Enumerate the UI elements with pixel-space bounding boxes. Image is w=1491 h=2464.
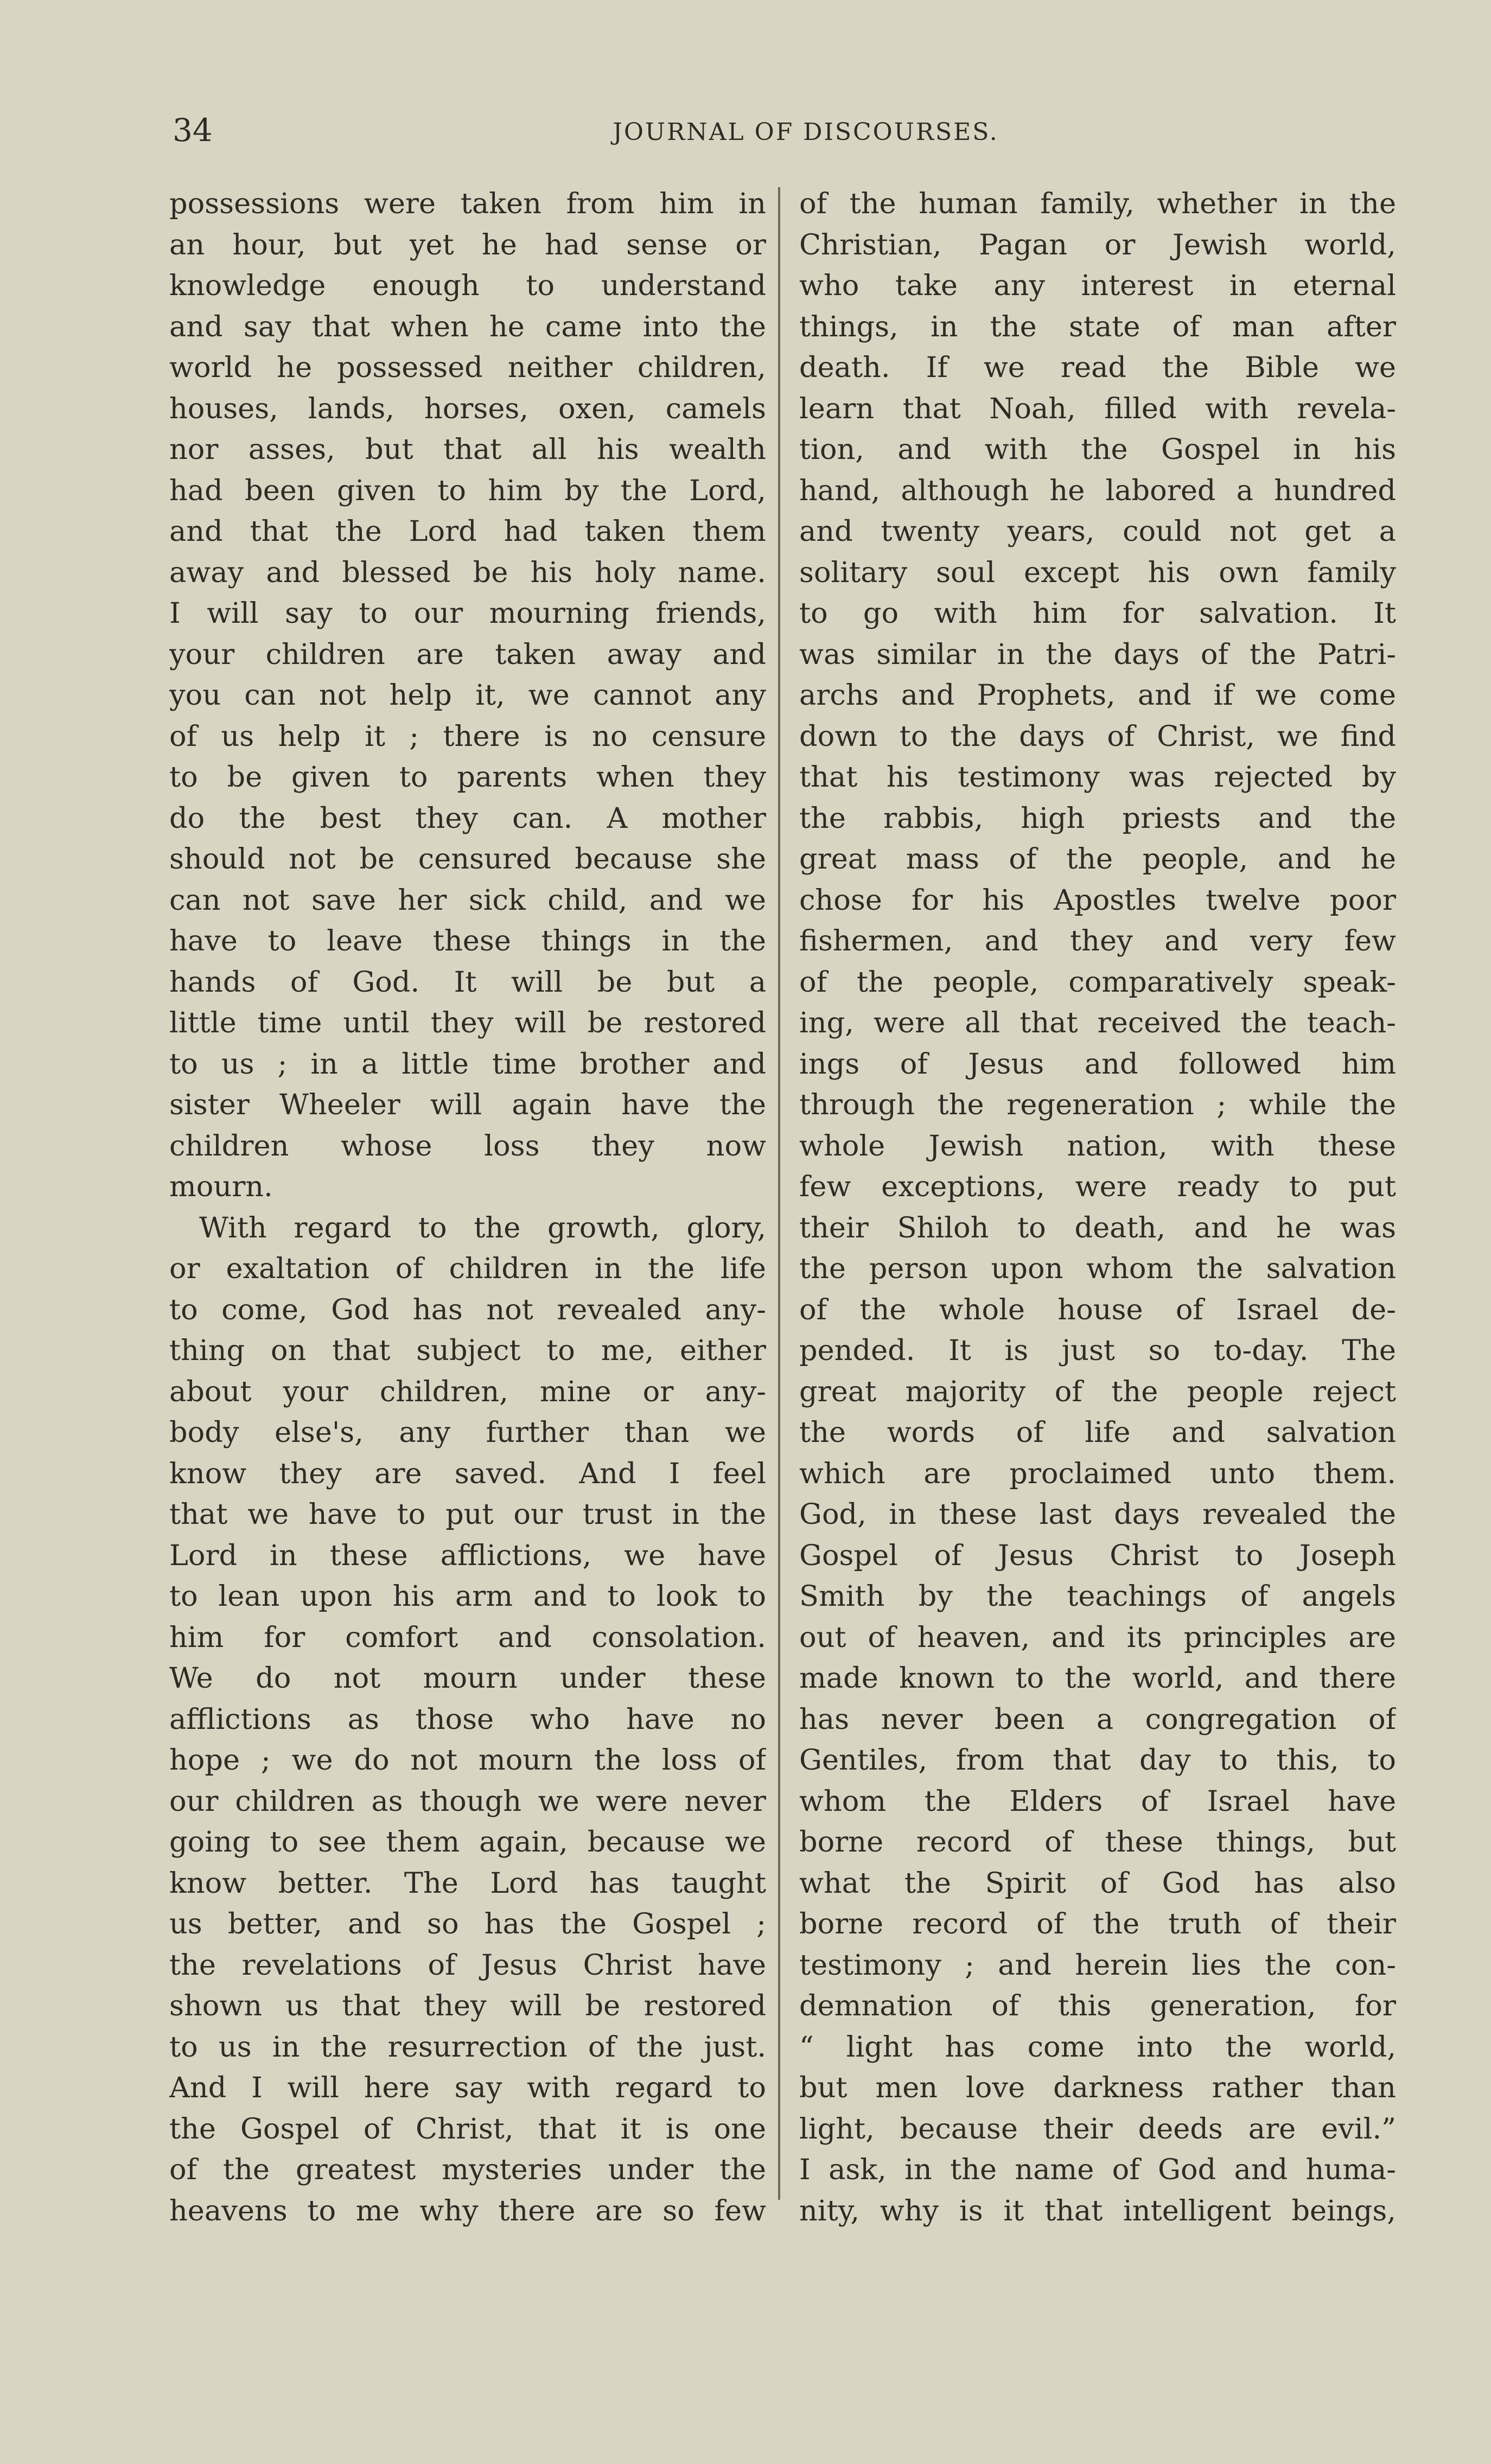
text-line: hands of God. It will be but a bbox=[169, 965, 766, 999]
text-line: our children as though we were never bbox=[169, 1784, 766, 1818]
text-line: Gospel of Jesus Christ to Joseph bbox=[799, 1539, 1396, 1572]
text-line: ing, were all that received the teach- bbox=[799, 1006, 1396, 1039]
text-line: great majority of the people reject bbox=[799, 1375, 1396, 1408]
text-line: to us ; in a little time brother and bbox=[169, 1047, 766, 1081]
text-line: down to the days of Christ, we find bbox=[799, 719, 1396, 753]
text-line: Lord in these afflictions, we have bbox=[169, 1539, 766, 1572]
text-line: things, in the state of man after bbox=[799, 310, 1396, 343]
text-line: testimony ; and herein lies the con- bbox=[799, 1948, 1396, 1982]
text-line: which are proclaimed unto them. bbox=[799, 1457, 1396, 1490]
text-line: great mass of the people, and he bbox=[799, 842, 1396, 876]
text-line: and twenty years, could not get a bbox=[799, 515, 1396, 548]
text-line: children whose loss they now bbox=[169, 1129, 766, 1163]
text-line: shown us that they will be restored bbox=[169, 1989, 766, 2022]
text-line: few exceptions, were ready to put bbox=[799, 1170, 1396, 1203]
left-column bbox=[169, 183, 766, 2231]
running-head: JOURNAL OF DISCOURSES. bbox=[613, 118, 999, 146]
text-line: possessions were taken from him in bbox=[169, 187, 766, 220]
text-line: that we have to put our trust in the bbox=[169, 1498, 766, 1531]
text-line: learn that Noah, filled with revela- bbox=[799, 392, 1396, 425]
text-line: out of heaven, and its principles are bbox=[799, 1620, 1396, 1654]
text-line: I will say to our mourning friends, bbox=[169, 597, 766, 630]
text-line: know better. The Lord has taught bbox=[169, 1866, 766, 1900]
text-line: do the best they can. A mother bbox=[169, 801, 766, 835]
text-line: solitary soul except his own family bbox=[799, 556, 1396, 589]
text-line: whom the Elders of Israel have bbox=[799, 1784, 1396, 1818]
text-line: you can not help it, we cannot any bbox=[169, 679, 766, 712]
text-line: the person upon whom the salvation bbox=[799, 1252, 1396, 1285]
text-line: death. If we read the Bible we bbox=[799, 351, 1396, 384]
text-line: should not be censured because she bbox=[169, 842, 766, 876]
text-line: nor asses, but that all his wealth bbox=[169, 433, 766, 466]
text-line: to be given to parents when they bbox=[169, 761, 766, 794]
text-line: can not save her sick child, and we bbox=[169, 883, 766, 917]
text-line: that his testimony was rejected by bbox=[799, 761, 1396, 794]
text-line: going to see them again, because we bbox=[169, 1825, 766, 1859]
text-line: to go with him for salvation. It bbox=[799, 597, 1396, 630]
text-line: archs and Prophets, and if we come bbox=[799, 679, 1396, 712]
text-line: to come, God has not revealed any- bbox=[169, 1293, 766, 1326]
page-number: 34 bbox=[173, 112, 213, 149]
text-line: We do not mourn under these bbox=[169, 1662, 766, 1695]
text-line: I ask, in the name of God and huma- bbox=[799, 2153, 1396, 2186]
text-line: the revelations of Jesus Christ have bbox=[169, 1948, 766, 1982]
text-line: what the Spirit of God has also bbox=[799, 1866, 1396, 1900]
text-line: of the whole house of Israel de- bbox=[799, 1293, 1396, 1326]
text-line: mourn. bbox=[169, 1170, 273, 1203]
text-line: through the regeneration ; while the bbox=[799, 1088, 1396, 1121]
text-line: an hour, but yet he had sense or bbox=[169, 228, 766, 261]
text-line: have to leave these things in the bbox=[169, 924, 766, 957]
text-line: or exaltation of children in the life bbox=[169, 1252, 766, 1285]
text-line: know they are saved. And I feel bbox=[169, 1457, 766, 1490]
text-line: the Gospel of Christ, that it is one bbox=[169, 2112, 766, 2146]
text-line: And I will here say with regard to bbox=[169, 2071, 766, 2104]
text-line: afflictions as those who have no bbox=[169, 1702, 766, 1736]
text-line: world he possessed neither children, bbox=[169, 351, 766, 384]
text-line: With regard to the growth, glory, bbox=[199, 1211, 766, 1244]
text-line: little time until they will be restored bbox=[169, 1006, 766, 1039]
text-line: chose for his Apostles twelve poor bbox=[799, 883, 1396, 917]
text-line: him for comfort and consolation. bbox=[169, 1620, 766, 1654]
text-line: of us help it ; there is no censure bbox=[169, 719, 766, 753]
text-line: us better, and so has the Gospel ; bbox=[169, 1907, 766, 1940]
text-line: and say that when he came into the bbox=[169, 310, 766, 343]
text-line: ings of Jesus and followed him bbox=[799, 1047, 1396, 1081]
column-divider bbox=[778, 187, 780, 2200]
text-line: but men love darkness rather than bbox=[799, 2071, 1396, 2104]
text-line: the words of life and salvation bbox=[799, 1416, 1396, 1449]
text-line: Gentiles, from that day to this, to bbox=[799, 1744, 1396, 1777]
text-line: about your children, mine or any- bbox=[169, 1375, 766, 1408]
text-line: made known to the world, and there bbox=[799, 1662, 1396, 1695]
text-line: light, because their deeds are evil.” bbox=[799, 2112, 1396, 2146]
text-line: whole Jewish nation, with these bbox=[799, 1129, 1396, 1163]
text-line: has never been a congregation of bbox=[799, 1702, 1396, 1736]
text-line: borne record of the truth of their bbox=[799, 1907, 1396, 1940]
text-line: had been given to him by the Lord, bbox=[169, 474, 766, 507]
text-line: hand, although he labored a hundred bbox=[799, 474, 1396, 507]
text-line: was similar in the days of the Patri- bbox=[799, 637, 1396, 671]
text-line: pended. It is just so to-day. The bbox=[799, 1334, 1396, 1367]
text-line: their Shiloh to death, and he was bbox=[799, 1211, 1396, 1244]
text-line: tion, and with the Gospel in his bbox=[799, 433, 1396, 466]
text-line: and that the Lord had taken them bbox=[169, 515, 766, 548]
text-line: hope ; we do not mourn the loss of bbox=[169, 1744, 766, 1777]
text-line: to us in the resurrection of the just. bbox=[169, 2030, 766, 2064]
text-line: houses, lands, horses, oxen, camels bbox=[169, 392, 766, 425]
text-line: who take any interest in eternal bbox=[799, 269, 1396, 302]
text-line: of the people, comparatively speak- bbox=[799, 965, 1396, 999]
text-line: your children are taken away and bbox=[169, 637, 766, 671]
text-line: to lean upon his arm and to look to bbox=[169, 1580, 766, 1613]
text-line: “ light has come into the world, bbox=[799, 2030, 1396, 2064]
text-line: of the human family, whether in the bbox=[799, 187, 1396, 220]
text-line: away and blessed be his holy name. bbox=[169, 556, 766, 589]
text-line: thing on that subject to me, either bbox=[169, 1334, 766, 1367]
text-line: nity, why is it that intelligent beings, bbox=[799, 2194, 1396, 2227]
text-line: knowledge enough to understand bbox=[169, 269, 766, 302]
text-line: Christian, Pagan or Jewish world, bbox=[799, 228, 1396, 261]
right-column bbox=[799, 183, 1396, 2231]
text-line: Smith by the teachings of angels bbox=[799, 1580, 1396, 1613]
text-line: fishermen, and they and very few bbox=[799, 924, 1396, 957]
text-line: God, in these last days revealed the bbox=[799, 1498, 1396, 1531]
text-line: borne record of these things, but bbox=[799, 1825, 1396, 1859]
text-line: of the greatest mysteries under the bbox=[169, 2153, 766, 2186]
text-line: demnation of this generation, for bbox=[799, 1989, 1396, 2022]
text-line: the rabbis, high priests and the bbox=[799, 801, 1396, 835]
text-line: sister Wheeler will again have the bbox=[169, 1088, 766, 1121]
text-line: heavens to me why there are so few bbox=[169, 2194, 766, 2227]
text-line: body else's, any further than we bbox=[169, 1416, 766, 1449]
